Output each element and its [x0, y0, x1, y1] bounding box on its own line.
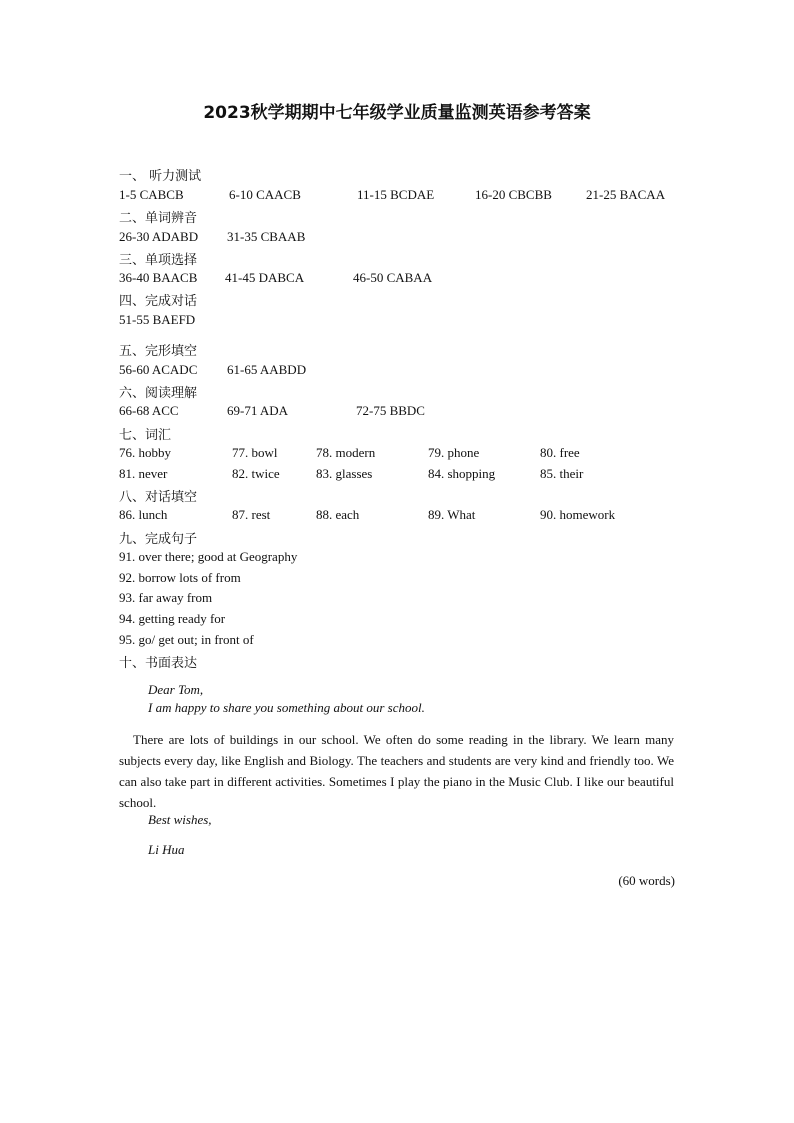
answer-cell: 85. their	[540, 466, 584, 481]
answer-cell: 88. each	[316, 507, 360, 522]
answer-cell: 76. hobby	[119, 445, 171, 460]
section-heading-writing: 十、书面表达	[119, 656, 198, 671]
answer-cell: 66-68 ACC	[119, 403, 179, 418]
answer-cell: 81. never	[119, 466, 168, 481]
sentence-answer: 93. far away from	[119, 590, 213, 605]
essay-body: There are lots of buildings in our school. We often do some reading in the library. We learn many subjects every day, like English and Biology. The teachers and students are very kind and friendly too. We can also take part in different activities. Sometimes I play the piano in the Music Club. I like our beautiful school.	[119, 732, 674, 810]
answer-row-cloze	[0, 362, 794, 380]
sentence-answer: 95. go/ get out; in front of	[119, 632, 254, 647]
answer-cell: 11-15 BCDAE	[357, 187, 435, 202]
answer-cell: 84. shopping	[428, 466, 496, 481]
answer-row-fill	[0, 507, 794, 525]
answer-row-reading	[0, 403, 794, 421]
section-heading-pronunciation: 二、单词辨音	[119, 211, 198, 226]
page-title: 2023秋学期期中七年级学业质量监测英语参考答案	[203, 103, 591, 123]
sentence-answer: 92. borrow lots of from	[119, 570, 241, 585]
answer-row-vocab-1	[0, 445, 794, 463]
answer-cell: 77. bowl	[232, 445, 278, 460]
answer-cell: 21-25 BACAA	[586, 187, 666, 202]
answer-cell: 83. glasses	[316, 466, 373, 481]
answer-row-listening	[0, 187, 794, 205]
answer-cell: 46-50 CABAA	[353, 270, 433, 285]
answer-cell: 86. lunch	[119, 507, 168, 522]
answer-cell: 87. rest	[232, 507, 271, 522]
answer-cell: 16-20 CBCBB	[475, 187, 552, 202]
section-heading-choice: 三、单项选择	[119, 253, 198, 268]
section-heading-cloze: 五、完形填空	[119, 344, 198, 359]
answer-cell: 36-40 BAACB	[119, 270, 198, 285]
answer-cell: 41-45 DABCA	[225, 270, 305, 285]
essay-signature: Li Hua	[148, 842, 185, 857]
essay-intro: I am happy to share you something about our school.	[148, 700, 425, 715]
answer-cell: 56-60 ACADC	[119, 362, 198, 377]
section-heading-fill: 八、对话填空	[119, 490, 198, 505]
section-heading-sentences: 九、完成句子	[119, 532, 198, 547]
answer-cell: 82. twice	[232, 466, 280, 481]
answer-cell: 80. free	[540, 445, 580, 460]
answer-row-dialogue: 51-55 BAEFD	[119, 312, 196, 327]
essay-closing: Best wishes,	[148, 812, 212, 827]
sentence-answer: 94. getting ready for	[119, 611, 226, 626]
answer-cell: 89. What	[428, 507, 476, 522]
answer-cell: 79. phone	[428, 445, 480, 460]
answer-row-choice	[0, 270, 794, 288]
section-heading-vocab: 七、词汇	[119, 428, 172, 443]
answer-cell: 72-75 BBDC	[356, 403, 425, 418]
section-heading-reading: 六、阅读理解	[119, 386, 198, 401]
answer-cell: 69-71 ADA	[227, 403, 289, 418]
sentence-answer: 91. over there; good at Geography	[119, 549, 298, 564]
answer-row-vocab-2	[0, 466, 794, 484]
answer-cell: 6-10 CAACB	[229, 187, 301, 202]
answer-cell: 26-30 ADABD	[119, 229, 199, 244]
answer-cell: 1-5 CABCB	[119, 187, 184, 202]
section-heading-listening: 一、 听力测试	[119, 169, 202, 184]
section-heading-dialogue: 四、完成对话	[119, 294, 198, 309]
essay-greeting: Dear Tom,	[148, 682, 204, 697]
answer-cell: 31-35 CBAAB	[227, 229, 306, 244]
answer-cell: 61-65 AABDD	[227, 362, 307, 377]
answer-row-pronunciation	[0, 229, 794, 247]
answer-cell: 90. homework	[540, 507, 616, 522]
word-count: (60 words)	[618, 873, 675, 888]
answer-cell: 78. modern	[316, 445, 376, 460]
